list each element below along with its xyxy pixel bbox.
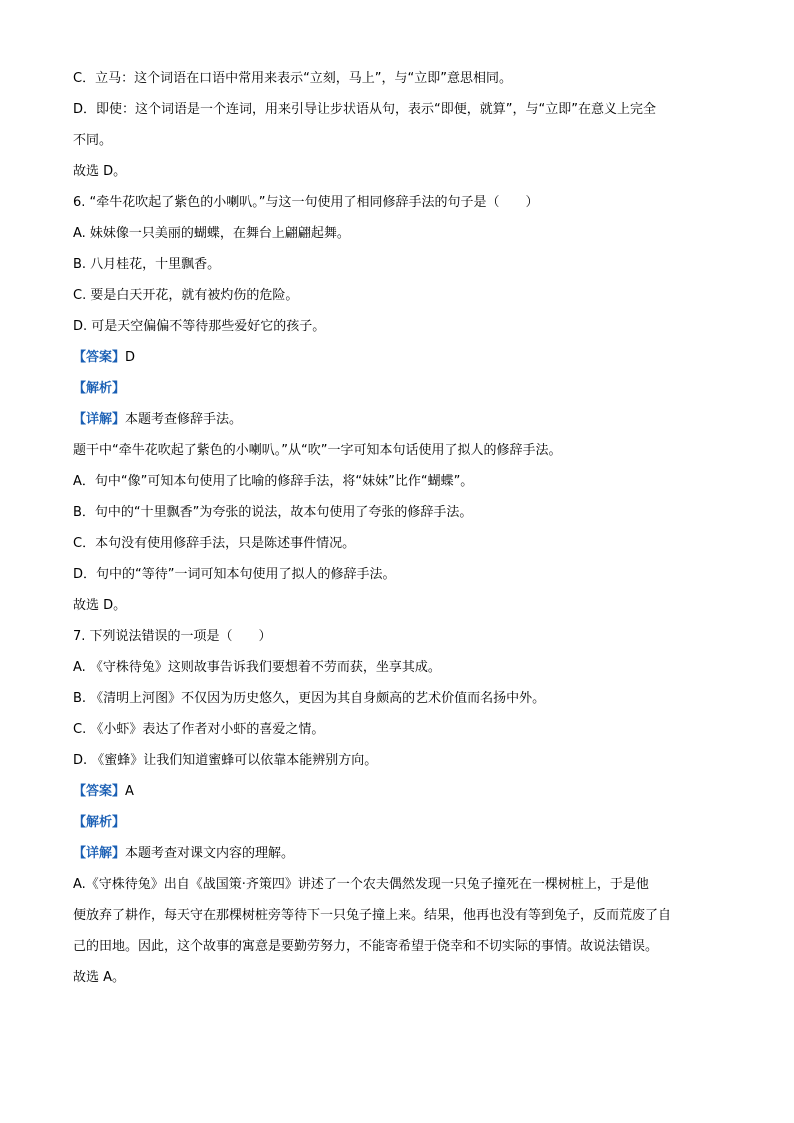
answer-line [73, 776, 723, 807]
detail-tag: 【详解】 [73, 846, 126, 861]
question-6: 6. “牵牛花吹起了紫色的小喇叭。”与这一句使用了相同修辞手法的句子是（ ） [73, 195, 539, 210]
answer-tag: 【答案】 [73, 350, 126, 365]
text-line: C．立马：这个词语在口语中常用来表示“立刻，马上”，与“立即”意思相同。 [73, 71, 513, 86]
text-line: 题干中“牵牛花吹起了紫色的小喇叭。”从“吹”一字可知本句话使用了拟人的修辞手法。 [73, 443, 562, 458]
detail-intro: 本题考查对课文内容的理解。 [125, 846, 295, 861]
option-a: A. 《守株待兔》这则故事告诉我们要想着不劳而获，坐享其成。 [73, 660, 441, 675]
document-body [73, 63, 723, 993]
option-b: B. 《清明上河图》不仅因为历史悠久，更因为其自身颇高的艺术价值而名扬中外。 [73, 691, 546, 706]
answer-value: A [125, 784, 134, 799]
text-line: 故选 D。 [73, 598, 127, 613]
option-a: A. 妹妹像一只美丽的蝴蝶，在舞台上翩翩起舞。 [73, 226, 350, 241]
text-line: A．句中“像”可知本句使用了比喻的修辞手法，将“妹妹”比作“蝴蝶”。 [73, 474, 474, 489]
answer-tag: 【答案】 [73, 784, 126, 799]
analysis-line [73, 807, 723, 838]
option-b: B. 八月桂花，十里飘香。 [73, 257, 221, 272]
option-c: C. 《小虾》表达了作者对小虾的喜爱之情。 [73, 722, 325, 737]
text-line: B．句中的“十里飘香”为夸张的说法，故本句使用了夸张的修辞手法。 [73, 505, 473, 520]
analysis-line [73, 373, 723, 404]
text-line: 故选 D。 [73, 164, 127, 179]
text-line: C．本句没有使用修辞手法，只是陈述事件情况。 [73, 536, 356, 551]
text-line: D．句中的“等待”一词可知本句使用了拟人的修辞手法。 [73, 567, 396, 582]
answer-value: D [125, 350, 136, 365]
option-c: C. 要是白天开花，就有被灼伤的危险。 [73, 288, 299, 303]
option-d: D. 《蜜蜂》让我们知道蜜蜂可以依靠本能辨别方向。 [73, 753, 378, 768]
detail-intro: 本题考查修辞手法。 [125, 412, 243, 427]
question-7: 7. 下列说法错误的一项是（ ） [73, 629, 272, 644]
analysis-tag: 【解析】 [73, 381, 126, 396]
text-line: 不同。 [73, 133, 113, 148]
text-line: 己的田地。因此，这个故事的寓意是要勤劳努力，不能寄希望于侥幸和不切实际的事情。故说法错误。 [73, 939, 659, 954]
detail-tag: 【详解】 [73, 412, 126, 427]
text-line: 便放弃了耕作，每天守在那棵树桩旁等待下一只兔子撞上来。结果，他再也没有等到兔子，反而荒废了自 [73, 908, 672, 923]
answer-line [73, 342, 723, 373]
option-d: D. 可是天空偏偏不等待那些爱好它的孩子。 [73, 319, 326, 334]
detail-line [73, 404, 723, 435]
text-line: A.《守株待兔》出自《战国策·齐策四》讲述了一个农夫偶然发现一只兔子撞死在一棵树桩上，于是他 [73, 877, 649, 892]
text-line: 故选 A。 [73, 970, 126, 985]
text-line: D．即使：这个词语是一个连词，用来引导让步状语从句，表示“即便，就算”，与“立即”在意义上完全 [73, 102, 656, 117]
detail-line [73, 838, 723, 869]
analysis-tag: 【解析】 [73, 815, 126, 830]
